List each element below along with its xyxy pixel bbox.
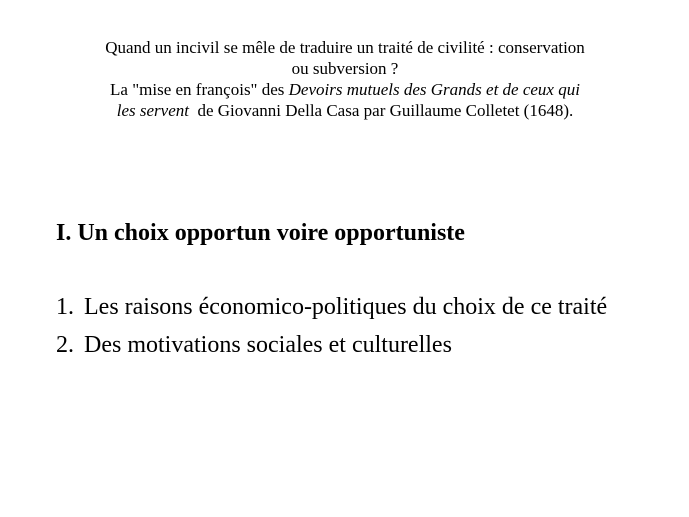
outline-item (56, 292, 656, 322)
outline-item-number: 2. (56, 332, 74, 358)
outline-item-text: Les raisons économico-politiques du choix de ce traité (84, 294, 608, 320)
outline-item-text: Des motivations sociales et culturelles (84, 332, 452, 358)
section-title: I. Un choix opportun voire opportuniste (56, 220, 465, 246)
header-line-3 (40, 79, 650, 100)
header-line-3-prefix: La "mise en françois" des (110, 80, 289, 99)
outline-item-number: 1. (56, 294, 74, 320)
header-line-4-suffix: de Giovanni Della Casa par Guillaume Colletet (1648). (188, 101, 574, 120)
book-title-part-2: les servent (116, 101, 189, 120)
slide-header (40, 37, 650, 121)
book-title-part-1: Devoirs mutuels des Grands et de ceux qui (288, 80, 580, 99)
outline-item (56, 330, 656, 360)
header-line-1: Quand un incivil se mêle de traduire un traité de civilité : conservation (105, 38, 585, 57)
outline-list (56, 292, 656, 368)
header-line-2: ou subversion ? (291, 59, 399, 78)
header-line-4 (40, 100, 650, 121)
